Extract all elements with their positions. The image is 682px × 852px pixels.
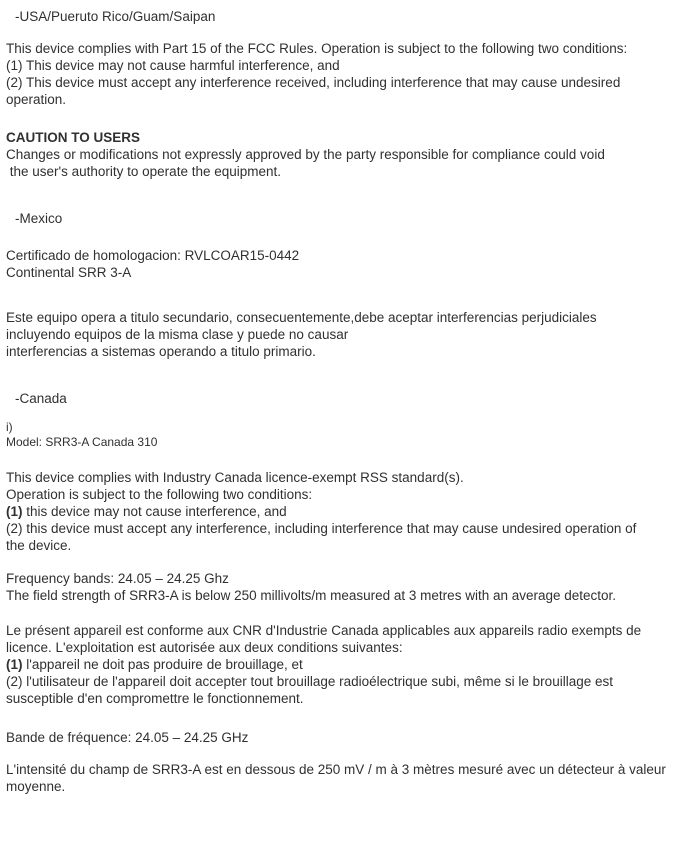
product-name-line: Continental SRR 3-A <box>6 265 132 280</box>
canada-compliance-line-2: Operation is subject to the following two conditions: <box>6 487 313 502</box>
canada-condition-2: (2) this device must accept any interference, including interference that may cause undesired operation of <box>6 521 637 536</box>
fcc-condition-1: (1) This device may not cause harmful interference, and <box>6 58 340 73</box>
french-condition-1 <box>6 656 676 673</box>
region-label-mexico: -Mexico <box>15 211 63 226</box>
canada-condition-1 <box>6 503 676 520</box>
canada-model-info <box>6 420 676 450</box>
caution-notice <box>6 129 676 180</box>
french-condition-1-text: l'appareil ne doit pas produire de brouillage, et <box>22 657 303 672</box>
mexico-statement-line-1: Este equipo opera a titulo secundario, consecuentemente,debe aceptar interferencias perjudiciales <box>6 310 597 325</box>
fcc-intro-line: This device complies with Part 15 of the FCC Rules. Operation is subject to the following two conditions: <box>6 41 628 56</box>
canada-compliance-french <box>6 622 676 707</box>
mexico-certificate <box>6 247 676 281</box>
field-strength-french-line-2: moyenne. <box>6 779 66 794</box>
region-label-usa: -USA/Pueruto Rico/Guam/Saipan <box>15 9 216 24</box>
canada-compliance-line-1: This device complies with Industry Canada licence-exempt RSS standard(s). <box>6 470 464 485</box>
french-compliance-line-2: licence. L'exploitation est autorisée aux deux conditions suivantes: <box>6 640 403 655</box>
caution-title: CAUTION TO USERS <box>6 130 141 145</box>
mexico-statement <box>6 309 676 360</box>
french-condition-2: (2) l'utilisateur de l'appareil doit accepter tout brouillage radioélectrique subi, même si le brouillage est <box>6 674 613 689</box>
fcc-statement <box>6 40 676 108</box>
mexico-statement-line-3: interferencias a sistemas operando a titulo primario. <box>6 344 316 359</box>
model-number-line: Model: SRR3-A Canada 310 <box>6 435 158 449</box>
fcc-condition-2: (2) This device must accept any interference received, including interference that may cause undesired operation. <box>6 75 625 107</box>
canada-compliance-statement <box>6 469 676 554</box>
canada-condition-2-cont: the device. <box>6 538 72 553</box>
field-strength-french-line-1: L'intensité du champ de SRR3-A est en dessous de 250 mV / m à 3 mètres mesuré avec un détecteur à valeur <box>6 762 666 777</box>
field-strength-line: The field strength of SRR3-A is below 250 millivolts/m measured at 3 metres with an average detector. <box>6 588 617 603</box>
caution-line-2: the user's authority to operate the equipment. <box>6 164 282 179</box>
frequency-statement <box>6 570 676 604</box>
french-compliance-line-1: Le présent appareil est conforme aux CNR d'Industrie Canada applicables aux appareils radio exempts de <box>6 623 642 638</box>
french-condition-1-marker: (1) <box>6 657 23 672</box>
list-item-marker: i) <box>6 420 13 434</box>
french-condition-2-cont: susceptible d'en compromettre le fonctionnement. <box>6 691 304 706</box>
condition-1-marker: (1) <box>6 504 23 519</box>
frequency-bands-line: Frequency bands: 24.05 – 24.25 Ghz <box>6 571 229 586</box>
frequency-band-french-line: Bande de fréquence: 24.05 – 24.25 GHz <box>6 730 249 745</box>
certificate-number-line: Certificado de homologacion: RVLCOAR15-0442 <box>6 248 300 263</box>
mexico-statement-line-2: incluyendo equipos de la misma clase y puede no causar <box>6 327 349 342</box>
caution-line-1: Changes or modifications not expressly approved by the party responsible for compliance could void <box>6 147 605 162</box>
region-label-canada: -Canada <box>15 391 67 406</box>
condition-1-text: this device may not cause interference, and <box>22 504 287 519</box>
field-strength-french <box>6 761 676 795</box>
